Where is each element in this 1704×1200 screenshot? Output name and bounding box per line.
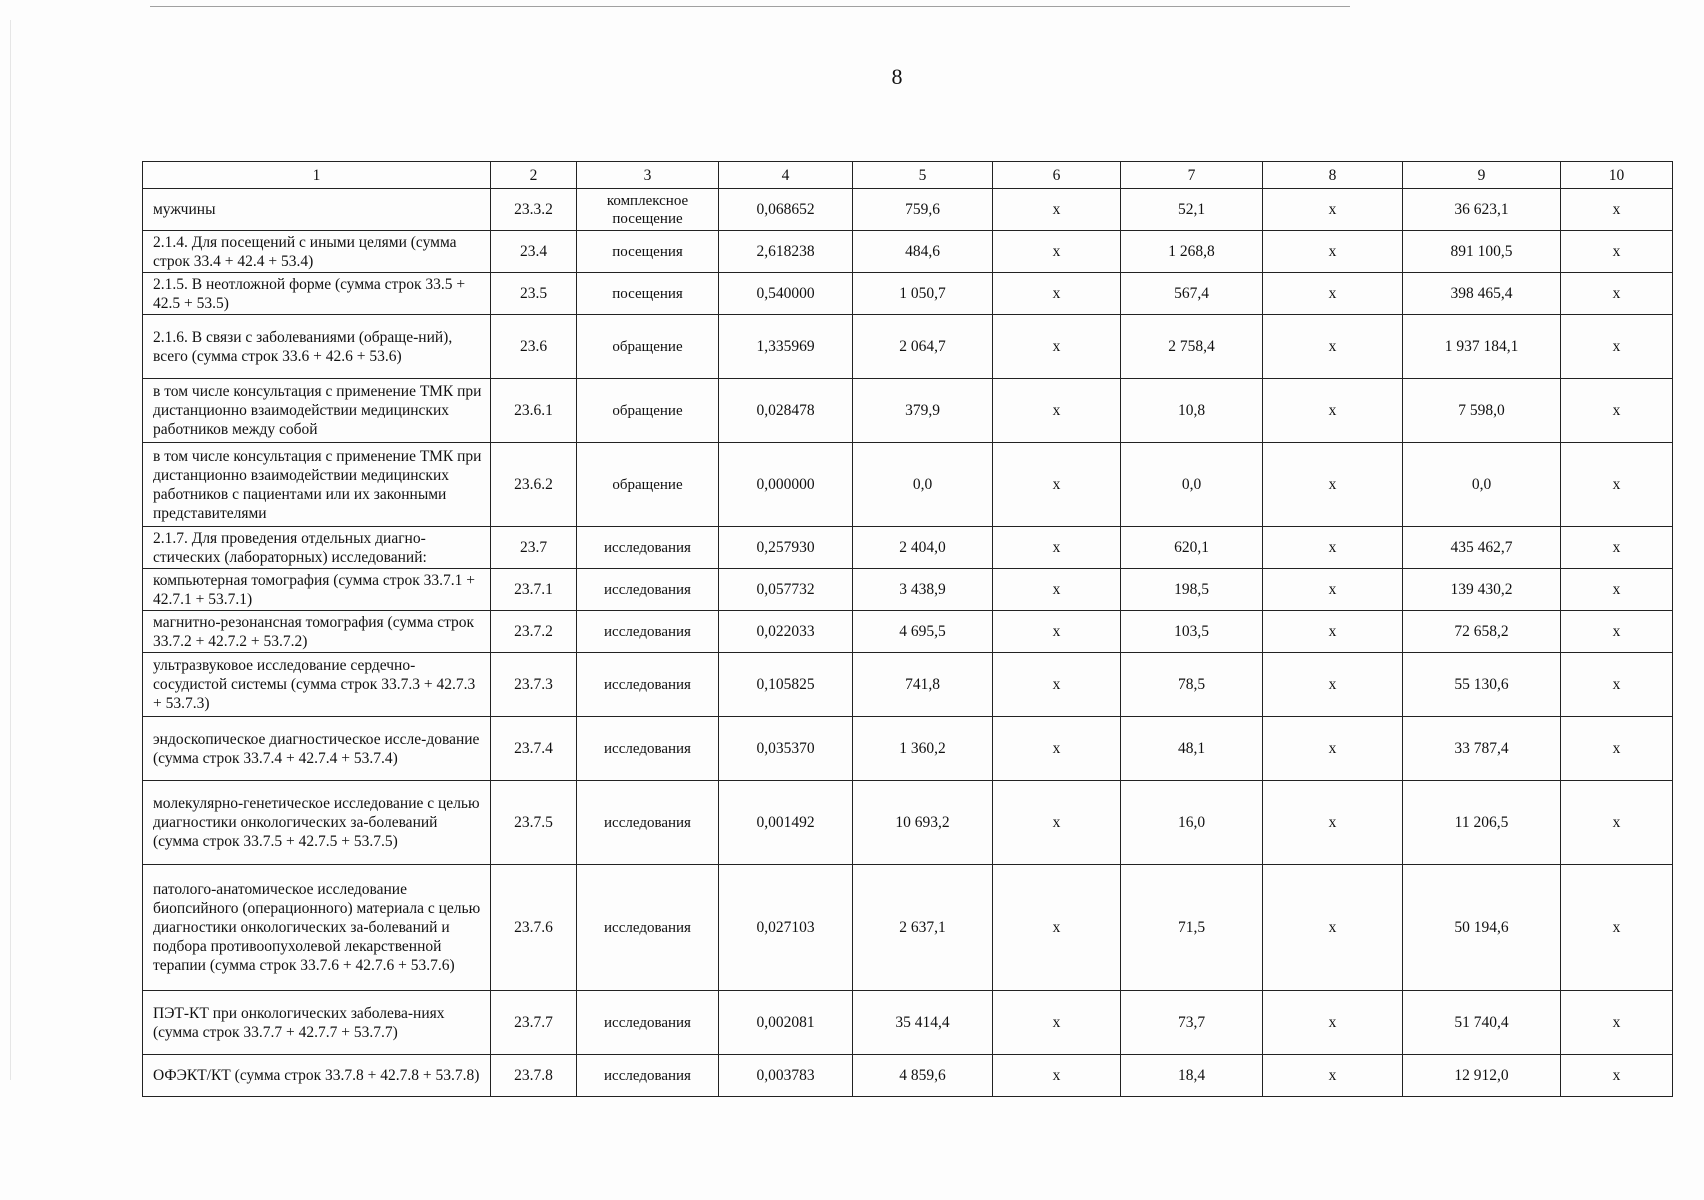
row-value-7: 620,1: [1121, 527, 1263, 569]
row-name: магнитно-резонансная томография (сумма строк 33.7.2 + 42.7.2 + 53.7.2): [143, 611, 491, 653]
row-value-7: 1 268,8: [1121, 231, 1263, 273]
row-code: 23.7.3: [491, 653, 577, 717]
row-unit: исследования: [577, 527, 719, 569]
table-row: [143, 717, 1673, 781]
row-value-4: 1,335969: [719, 315, 853, 379]
row-value-5: 741,8: [853, 653, 993, 717]
row-value-10: х: [1561, 443, 1673, 527]
row-value-7: 18,4: [1121, 1055, 1263, 1097]
row-value-6: х: [993, 1055, 1121, 1097]
row-value-6: х: [993, 991, 1121, 1055]
row-value-8: х: [1263, 379, 1403, 443]
row-value-9: 139 430,2: [1403, 569, 1561, 611]
table-container: [142, 161, 1672, 1097]
row-value-6: х: [993, 611, 1121, 653]
row-unit: исследования: [577, 569, 719, 611]
table-row: [143, 1055, 1673, 1097]
row-value-6: х: [993, 527, 1121, 569]
row-value-4: 0,057732: [719, 569, 853, 611]
row-code: 23.5: [491, 273, 577, 315]
row-unit: посещения: [577, 273, 719, 315]
table-row: [143, 611, 1673, 653]
row-value-10: х: [1561, 273, 1673, 315]
row-code: 23.6: [491, 315, 577, 379]
row-value-9: 33 787,4: [1403, 717, 1561, 781]
row-value-4: 0,003783: [719, 1055, 853, 1097]
row-value-6: х: [993, 653, 1121, 717]
row-code: 23.6.1: [491, 379, 577, 443]
table-row: [143, 189, 1673, 231]
row-value-10: х: [1561, 1055, 1673, 1097]
row-value-6: х: [993, 231, 1121, 273]
column-number: 10: [1561, 162, 1673, 189]
scan-edge-line-left: [10, 20, 11, 1080]
column-number: 5: [853, 162, 993, 189]
row-value-10: х: [1561, 717, 1673, 781]
row-name: эндоскопическое диагностическое иссле-дование (сумма строк 33.7.4 + 42.7.4 + 53.7.4): [143, 717, 491, 781]
table-row: [143, 315, 1673, 379]
column-number: 6: [993, 162, 1121, 189]
row-name: в том числе консультация с применение ТМК при дистанционно взаимодействии медицинских работников с пациентами или их законными представителями: [143, 443, 491, 527]
row-value-8: х: [1263, 527, 1403, 569]
column-number: 3: [577, 162, 719, 189]
row-value-10: х: [1561, 527, 1673, 569]
scan-edge-line: [150, 6, 1350, 7]
row-value-8: х: [1263, 653, 1403, 717]
row-value-4: 0,028478: [719, 379, 853, 443]
row-value-10: х: [1561, 781, 1673, 865]
row-code: 23.7.6: [491, 865, 577, 991]
table-row: [143, 231, 1673, 273]
row-value-8: х: [1263, 991, 1403, 1055]
row-unit: исследования: [577, 781, 719, 865]
row-value-4: 0,000000: [719, 443, 853, 527]
row-value-4: 0,001492: [719, 781, 853, 865]
row-value-8: х: [1263, 231, 1403, 273]
row-value-10: х: [1561, 653, 1673, 717]
row-value-6: х: [993, 273, 1121, 315]
row-unit: посещения: [577, 231, 719, 273]
row-value-6: х: [993, 781, 1121, 865]
row-value-7: 103,5: [1121, 611, 1263, 653]
row-value-10: х: [1561, 379, 1673, 443]
row-value-9: 0,0: [1403, 443, 1561, 527]
row-value-6: х: [993, 315, 1121, 379]
row-value-7: 71,5: [1121, 865, 1263, 991]
row-value-7: 0,0: [1121, 443, 1263, 527]
row-unit: комплексное посещение: [577, 189, 719, 231]
row-value-8: х: [1263, 273, 1403, 315]
row-value-4: 0,035370: [719, 717, 853, 781]
row-value-7: 52,1: [1121, 189, 1263, 231]
column-number: 7: [1121, 162, 1263, 189]
row-value-9: 36 623,1: [1403, 189, 1561, 231]
row-value-10: х: [1561, 231, 1673, 273]
row-code: 23.7.4: [491, 717, 577, 781]
row-value-5: 2 404,0: [853, 527, 993, 569]
row-value-5: 379,9: [853, 379, 993, 443]
row-name: ультразвуковое исследование сердечно-сосудистой системы (сумма строк 33.7.3 + 42.7.3 + 53.7.3): [143, 653, 491, 717]
row-value-5: 0,0: [853, 443, 993, 527]
row-unit: исследования: [577, 991, 719, 1055]
row-value-10: х: [1561, 991, 1673, 1055]
row-value-5: 1 360,2: [853, 717, 993, 781]
row-name: молекулярно-генетическое исследование с целью диагностики онкологических за-болеваний (сумма строк 33.7.5 + 42.7.5 + 53.7.5): [143, 781, 491, 865]
row-value-10: х: [1561, 569, 1673, 611]
row-code: 23.7: [491, 527, 577, 569]
column-number: 9: [1403, 162, 1561, 189]
row-value-5: 3 438,9: [853, 569, 993, 611]
row-name: 2.1.5. В неотложной форме (сумма строк 33.5 + 42.5 + 53.5): [143, 273, 491, 315]
row-name: мужчины: [143, 189, 491, 231]
row-value-4: 0,540000: [719, 273, 853, 315]
row-value-9: 398 465,4: [1403, 273, 1561, 315]
row-value-6: х: [993, 189, 1121, 231]
row-unit: обращение: [577, 443, 719, 527]
row-value-5: 2 064,7: [853, 315, 993, 379]
row-value-10: х: [1561, 611, 1673, 653]
row-name: 2.1.6. В связи с заболеваниями (обраще-ний), всего (сумма строк 33.6 + 42.6 + 53.6): [143, 315, 491, 379]
row-name: компьютерная томография (сумма строк 33.7.1 + 42.7.1 + 53.7.1): [143, 569, 491, 611]
row-value-9: 11 206,5: [1403, 781, 1561, 865]
table-row: [143, 781, 1673, 865]
row-unit: исследования: [577, 717, 719, 781]
row-value-9: 891 100,5: [1403, 231, 1561, 273]
row-value-5: 759,6: [853, 189, 993, 231]
table-row: [143, 569, 1673, 611]
row-value-4: 0,002081: [719, 991, 853, 1055]
row-value-7: 48,1: [1121, 717, 1263, 781]
row-value-10: х: [1561, 315, 1673, 379]
row-value-9: 51 740,4: [1403, 991, 1561, 1055]
column-number: 1: [143, 162, 491, 189]
row-unit: обращение: [577, 315, 719, 379]
column-number: 4: [719, 162, 853, 189]
table-row: [143, 991, 1673, 1055]
row-value-8: х: [1263, 443, 1403, 527]
row-value-9: 435 462,7: [1403, 527, 1561, 569]
row-value-5: 4 859,6: [853, 1055, 993, 1097]
data-table: [142, 161, 1673, 1097]
row-value-7: 16,0: [1121, 781, 1263, 865]
row-value-7: 567,4: [1121, 273, 1263, 315]
row-value-5: 10 693,2: [853, 781, 993, 865]
row-name: 2.1.7. Для проведения отдельных диагно-стических (лабораторных) исследований:: [143, 527, 491, 569]
row-value-4: 2,618238: [719, 231, 853, 273]
row-code: 23.7.7: [491, 991, 577, 1055]
row-value-5: 35 414,4: [853, 991, 993, 1055]
row-value-9: 12 912,0: [1403, 1055, 1561, 1097]
row-value-8: х: [1263, 717, 1403, 781]
row-unit: исследования: [577, 865, 719, 991]
row-value-9: 72 658,2: [1403, 611, 1561, 653]
row-name: 2.1.4. Для посещений с иными целями (сумма строк 33.4 + 42.4 + 53.4): [143, 231, 491, 273]
row-name: патолого-анатомическое исследование биопсийного (операционного) материала с целью диагностики онкологических за-болеваний и подбора противоопухолевой лекарственной терапии (сумма строк 33.7.6 + 42.7.6 + 53.7.6): [143, 865, 491, 991]
row-value-5: 1 050,7: [853, 273, 993, 315]
row-unit: исследования: [577, 611, 719, 653]
row-unit: исследования: [577, 1055, 719, 1097]
row-value-8: х: [1263, 189, 1403, 231]
row-name: ПЭТ-КТ при онкологических заболева-ниях (сумма строк 33.7.7 + 42.7.7 + 53.7.7): [143, 991, 491, 1055]
row-value-8: х: [1263, 781, 1403, 865]
row-code: 23.7.8: [491, 1055, 577, 1097]
table-row: [143, 273, 1673, 315]
row-value-8: х: [1263, 865, 1403, 991]
row-value-4: 0,068652: [719, 189, 853, 231]
row-value-6: х: [993, 443, 1121, 527]
row-value-9: 55 130,6: [1403, 653, 1561, 717]
table-row: [143, 865, 1673, 991]
row-name: в том числе консультация с применение ТМК при дистанционно взаимодействии медицинских работников между собой: [143, 379, 491, 443]
row-unit: обращение: [577, 379, 719, 443]
row-value-8: х: [1263, 569, 1403, 611]
row-value-4: 0,105825: [719, 653, 853, 717]
row-value-6: х: [993, 865, 1121, 991]
table-row: [143, 379, 1673, 443]
row-code: 23.3.2: [491, 189, 577, 231]
row-value-10: х: [1561, 865, 1673, 991]
row-value-7: 73,7: [1121, 991, 1263, 1055]
table-row: [143, 443, 1673, 527]
page-number: 8: [891, 64, 903, 89]
row-value-5: 484,6: [853, 231, 993, 273]
column-number: 2: [491, 162, 577, 189]
row-code: 23.7.5: [491, 781, 577, 865]
row-value-7: 2 758,4: [1121, 315, 1263, 379]
column-number-row: [143, 162, 1673, 189]
row-value-5: 2 637,1: [853, 865, 993, 991]
row-value-4: 0,022033: [719, 611, 853, 653]
row-value-10: х: [1561, 189, 1673, 231]
row-value-7: 10,8: [1121, 379, 1263, 443]
row-name: ОФЭКТ/КТ (сумма строк 33.7.8 + 42.7.8 + 53.7.8): [143, 1055, 491, 1097]
row-value-9: 7 598,0: [1403, 379, 1561, 443]
row-value-6: х: [993, 379, 1121, 443]
table-row: [143, 527, 1673, 569]
row-code: 23.4: [491, 231, 577, 273]
table-row: [143, 653, 1673, 717]
row-value-7: 198,5: [1121, 569, 1263, 611]
row-value-6: х: [993, 569, 1121, 611]
row-value-6: х: [993, 717, 1121, 781]
row-value-5: 4 695,5: [853, 611, 993, 653]
row-value-9: 50 194,6: [1403, 865, 1561, 991]
row-value-4: 0,257930: [719, 527, 853, 569]
row-code: 23.6.2: [491, 443, 577, 527]
row-code: 23.7.2: [491, 611, 577, 653]
row-value-7: 78,5: [1121, 653, 1263, 717]
row-code: 23.7.1: [491, 569, 577, 611]
column-number: 8: [1263, 162, 1403, 189]
row-value-4: 0,027103: [719, 865, 853, 991]
row-value-8: х: [1263, 1055, 1403, 1097]
row-value-8: х: [1263, 611, 1403, 653]
row-value-9: 1 937 184,1: [1403, 315, 1561, 379]
row-unit: исследования: [577, 653, 719, 717]
row-value-8: х: [1263, 315, 1403, 379]
